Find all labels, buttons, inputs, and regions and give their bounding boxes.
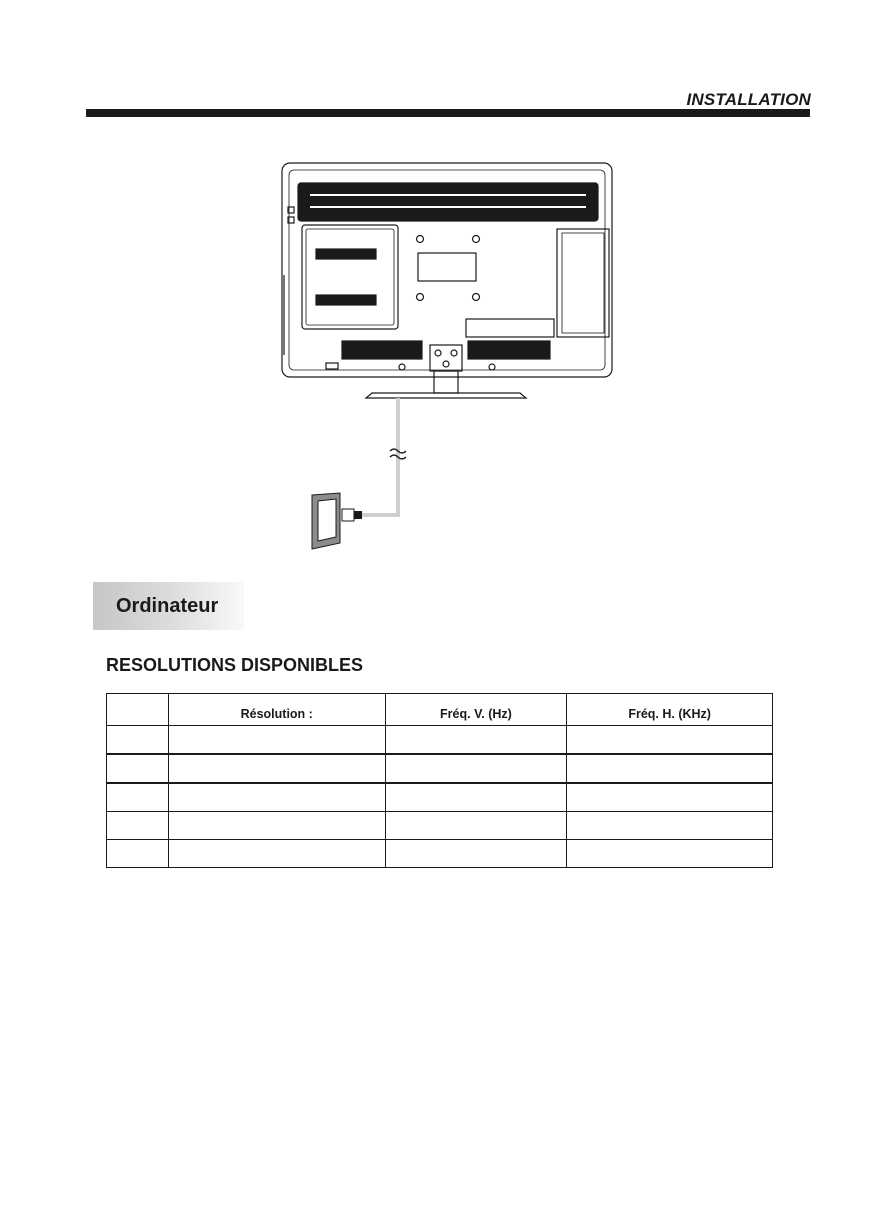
table-cell bbox=[107, 783, 169, 812]
table-header-hfreq: Fréq. H. (KHz) bbox=[567, 694, 773, 726]
table-cell bbox=[385, 783, 567, 812]
table-cell bbox=[107, 754, 169, 783]
table-cell bbox=[385, 754, 567, 783]
table-cell bbox=[107, 840, 169, 868]
table-row bbox=[107, 812, 773, 840]
table-cell bbox=[567, 783, 773, 812]
table-row bbox=[107, 726, 773, 755]
table-cell bbox=[385, 726, 567, 755]
table-cell bbox=[168, 812, 385, 840]
power-cable-icon bbox=[362, 398, 398, 515]
table-row bbox=[107, 783, 773, 812]
table-cell bbox=[567, 726, 773, 755]
tv-rear-panel-icon bbox=[282, 163, 612, 398]
table-cell bbox=[385, 840, 567, 868]
table-cell bbox=[168, 783, 385, 812]
table-header-vfreq: Fréq. V. (Hz) bbox=[385, 694, 567, 726]
table-cell bbox=[107, 812, 169, 840]
header-rule bbox=[86, 109, 810, 117]
table-cell bbox=[385, 812, 567, 840]
resolutions-table bbox=[106, 693, 773, 868]
table-row bbox=[107, 840, 773, 868]
wall-socket-icon bbox=[312, 493, 362, 549]
table-cell bbox=[567, 754, 773, 783]
table-cell bbox=[107, 726, 169, 755]
table-header-row bbox=[107, 694, 773, 726]
table-cell bbox=[567, 812, 773, 840]
table-header-index bbox=[107, 694, 169, 726]
tv-connection-diagram bbox=[270, 155, 630, 555]
section-tab-ordinateur bbox=[93, 582, 244, 630]
section-header-title: INSTALLATION bbox=[686, 90, 811, 109]
resolutions-heading: RESOLUTIONS DISPONIBLES bbox=[106, 655, 364, 675]
table-row bbox=[107, 754, 773, 783]
table-cell bbox=[168, 726, 385, 755]
table-cell bbox=[567, 840, 773, 868]
table-cell bbox=[168, 840, 385, 868]
section-tab-label: Ordinateur bbox=[116, 594, 219, 617]
table-header-resolution: Résolution : bbox=[168, 694, 385, 726]
table-cell bbox=[168, 754, 385, 783]
